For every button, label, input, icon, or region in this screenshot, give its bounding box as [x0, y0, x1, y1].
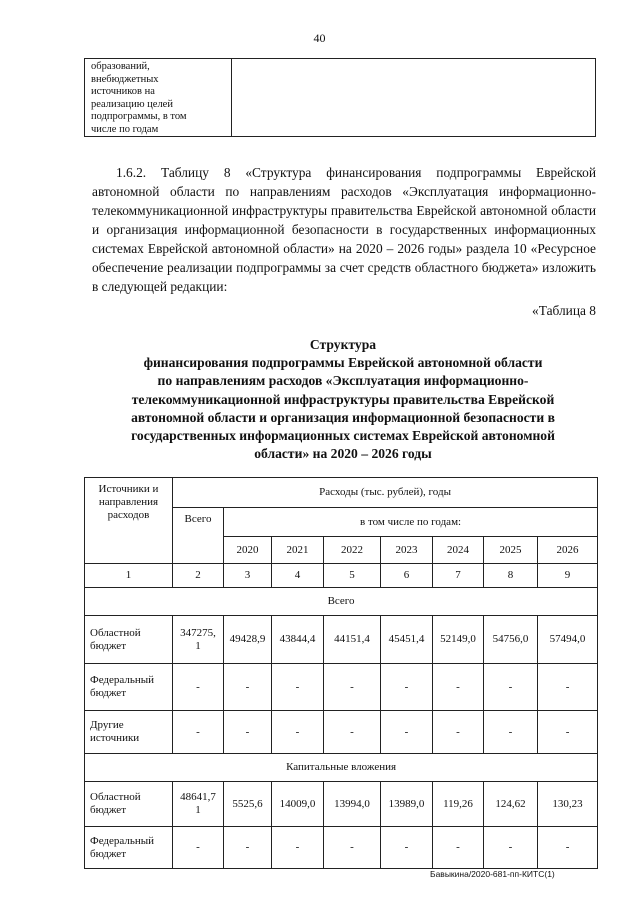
value-cell: -	[538, 711, 598, 754]
table-label: «Таблица 8	[532, 303, 596, 318]
title-line: по направлениям расходов «Эксплуатация информационно-	[157, 373, 529, 389]
value-cell: -	[538, 827, 598, 869]
total-cell: -	[173, 664, 224, 711]
header-expenses: Расходы (тыс. рублей), годы	[173, 478, 598, 508]
financing-table	[84, 477, 598, 869]
value-cell: -	[433, 664, 484, 711]
value-cell: -	[224, 664, 272, 711]
column-number: 8	[484, 564, 538, 588]
title-line: автономной области и организация информационной безопасности в	[131, 409, 555, 425]
value-cell: -	[272, 827, 324, 869]
value-cell: 54756,0	[484, 616, 538, 664]
value-cell: -	[381, 827, 433, 869]
total-cell: -	[173, 827, 224, 869]
section-header: Капитальные вложения	[85, 754, 598, 782]
continued-table-empty-cell	[232, 59, 596, 137]
source-cell: Другие источники	[85, 711, 173, 754]
value-cell: -	[381, 664, 433, 711]
continued-table-cell	[85, 59, 232, 137]
header-by-years: в том числе по годам:	[224, 508, 598, 537]
value-cell: 124,62	[484, 782, 538, 827]
source-cell: Областной бюджет	[85, 616, 173, 664]
value-cell: 14009,0	[272, 782, 324, 827]
section-header: Всего	[85, 588, 598, 616]
document-footer: Бавыкина/2020-681-пп-КИТС(1)	[430, 869, 555, 879]
value-cell: -	[433, 711, 484, 754]
total-cell: 48641,7 1	[173, 782, 224, 827]
value-cell: -	[272, 711, 324, 754]
title-line: государственных информационных системах Еврейской автономной	[131, 428, 555, 444]
value-cell: 5525,6	[224, 782, 272, 827]
column-number: 2	[173, 564, 224, 588]
title-line: финансирования подпрограммы Еврейской автономной области	[143, 355, 543, 371]
value-cell: -	[324, 827, 381, 869]
column-number: 3	[224, 564, 272, 588]
title-line: области» на 2020 – 2026 годы	[254, 446, 432, 462]
page-number: 40	[313, 31, 326, 45]
cell-line: источников на	[91, 86, 155, 97]
value-cell: 119,26	[433, 782, 484, 827]
value-cell: -	[224, 827, 272, 869]
value-cell: -	[224, 711, 272, 754]
header-total: Всего	[173, 508, 224, 564]
year-header: 2026	[538, 537, 598, 564]
value-cell: -	[538, 664, 598, 711]
value-cell: 57494,0	[538, 616, 598, 664]
value-cell: -	[484, 711, 538, 754]
column-number: 4	[272, 564, 324, 588]
title-line: Структура	[309, 337, 377, 352]
column-number: 5	[324, 564, 381, 588]
cell-line: образований,	[91, 61, 150, 72]
header-sources: Источники и направления расходов	[85, 478, 173, 564]
value-cell: -	[324, 711, 381, 754]
source-cell: Областной бюджет	[85, 782, 173, 827]
year-header: 2020	[224, 537, 272, 564]
value-cell: -	[381, 711, 433, 754]
year-header: 2023	[381, 537, 433, 564]
value-cell: -	[324, 664, 381, 711]
value-cell: -	[272, 664, 324, 711]
value-cell: -	[433, 827, 484, 869]
cell-line: внебюджетных	[91, 73, 159, 85]
total-cell: -	[173, 711, 224, 754]
table-title	[88, 336, 598, 463]
value-cell: -	[484, 827, 538, 869]
column-number: 7	[433, 564, 484, 588]
year-header: 2025	[484, 537, 538, 564]
cell-line: числе по годам	[91, 123, 159, 135]
value-cell: 44151,4	[324, 616, 381, 664]
value-cell: 43844,4	[272, 616, 324, 664]
title-line: телекоммуникационной инфраструктуры правительства Еврейской	[131, 391, 555, 407]
year-header: 2024	[433, 537, 484, 564]
value-cell: 13989,0	[381, 782, 433, 827]
value-cell: 52149,0	[433, 616, 484, 664]
amendment-paragraph	[92, 163, 596, 296]
value-cell: 45451,4	[381, 616, 433, 664]
total-cell: 347275, 1	[173, 616, 224, 664]
amendment-text: 1.6.2. Таблицу 8 «Структура финансирования подпрограммы Еврейской автономной области по направлениям расходов «Эксплуатация информационно-телекоммуникационной инфраструктуры правительства Еврейской автономной области и организация информационной безопасности в государственных информационных системах Еврейской автономной области» на 2020 – 2026 годы» раздела 10 «Ресурсное обеспечение реализации подпрограммы за счет средств областного бюджета» изложить в следующей редакции:	[92, 165, 596, 294]
source-cell: Федеральный бюджет	[85, 827, 173, 869]
year-header: 2021	[272, 537, 324, 564]
value-cell: 49428,9	[224, 616, 272, 664]
column-number: 1	[85, 564, 173, 588]
cell-line: реализацию целей	[91, 98, 173, 110]
continued-table	[84, 58, 596, 137]
year-header: 2022	[324, 537, 381, 564]
value-cell: 130,23	[538, 782, 598, 827]
cell-line: подпрограммы, в том	[91, 111, 187, 122]
source-cell: Федеральный бюджет	[85, 664, 173, 711]
column-number: 6	[381, 564, 433, 588]
value-cell: -	[484, 664, 538, 711]
value-cell: 13994,0	[324, 782, 381, 827]
column-number: 9	[538, 564, 598, 588]
